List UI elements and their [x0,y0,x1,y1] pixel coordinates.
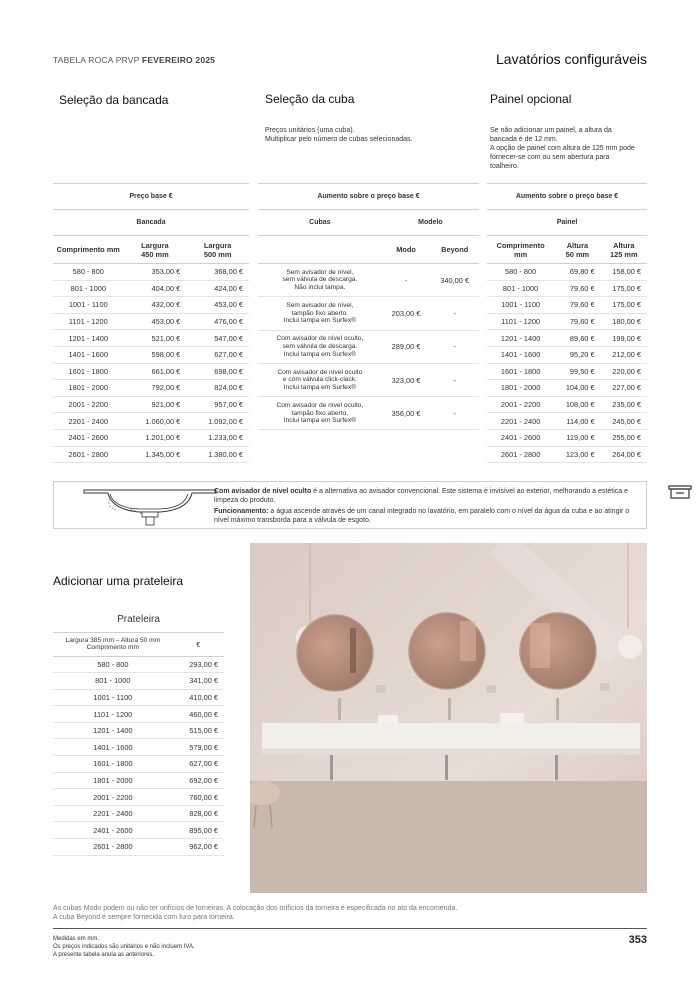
prateleira-row [53,789,224,806]
prateleira-cell-price: 293,00 € [173,656,224,673]
prateleira-title: Adicionar uma prateleira [53,574,184,588]
prateleira-cell-price: 579,00 € [173,739,224,756]
page-number: 353 [628,934,647,946]
cuba-title: Seleção da cuba [265,92,355,106]
info-line1 [214,487,644,505]
bancada-table [53,183,249,463]
painel-cell-length: 801 - 1000 [487,280,554,297]
cuba-cell-beyond: - [430,397,479,430]
painel-cell-h125: 175,00 € [601,297,647,314]
header-date: FEVEREIRO 2025 [141,55,216,65]
cuba-cell-beyond: 340,00 € [430,264,479,297]
prateleira-table [53,607,224,856]
cuba-cell-desc: Com avisador de nível oculto e com válvula click-clack. Inclui tampa em Surfex® [258,363,382,396]
bancada-cell-w500: 1.092,00 € [186,413,249,430]
prateleira-row [53,739,224,756]
cuba-cell-modo: 356,00 € [382,397,431,430]
painel-cell-length: 1101 - 1200 [487,313,554,330]
painel-cell-length: 2201 - 2400 [487,413,554,430]
cuba-col-cubas: Cubas [309,219,331,226]
painel-cell-h50: 95,20 € [554,346,600,363]
cuba-cell-desc: Sem avisador de nível, sem válvula de descarga. Não inclui tampa. [258,264,382,297]
bancada-cell-length: 580 - 800 [53,264,124,281]
bancada-cell-length: 2401 - 2600 [53,429,124,446]
painel-row [487,264,647,281]
bancada-cell-length: 2601 - 2800 [53,446,124,463]
footnote-1: As cubas Modo podem ou não ter orifícios de torneiras. A colocação dos orifícios da torneira é especificada no ato da encomenda. [53,905,458,912]
painel-row [487,363,647,380]
cuba-row [258,264,479,297]
painel-row [487,346,647,363]
bancada-cell-length: 1601 - 1800 [53,363,124,380]
painel-cell-length: 1601 - 1800 [487,363,554,380]
painel-row [487,429,647,446]
painel-row [487,396,647,413]
painel-cell-h50: 119,00 € [554,429,600,446]
bancada-cell-w450: 432,00 € [124,297,187,314]
bathroom-illustration [250,543,647,893]
footnote-2: A cuba Beyond é sempre fornecida com furo para torneira. [53,914,235,921]
painel-cell-h125: 158,00 € [601,264,647,281]
info-line1-bold: Com avisador de nível oculto [214,488,312,495]
painel-row [487,297,647,314]
painel-group-header: Aumento sobre o preço base € [515,193,619,200]
painel-col-h125: Altura 125 mm [610,240,638,259]
prateleira-row [53,805,224,822]
painel-cell-length: 580 - 800 [487,264,554,281]
cuba-cell-beyond: - [430,330,479,363]
vanity-icon [668,484,692,500]
bancada-cell-w450: 921,00 € [124,396,187,413]
painel-cell-h50: 123,00 € [554,446,600,463]
painel-cell-h125: 212,00 € [601,346,647,363]
bancada-title: Seleção da bancada [59,93,169,107]
bancada-cell-w450: 792,00 € [124,380,187,397]
painel-cell-length: 1801 - 2000 [487,380,554,397]
prateleira-cell-price: 460,00 € [173,706,224,723]
painel-cell-h50: 69,80 € [554,264,600,281]
header-edition [53,55,215,65]
painel-cell-h125: 255,00 € [601,429,647,446]
prateleira-cell-length: 1401 - 1600 [53,739,173,756]
cuba-col-modo: Modo [396,245,416,254]
bancada-row [53,429,249,446]
bancada-cell-length: 1101 - 1200 [53,313,124,330]
info-line2 [214,507,644,525]
cuba-note: Preços unitários (uma cuba). Multiplicar pelo número de cubas selecionadas. [265,127,413,143]
bancada-row [53,346,249,363]
bancada-cell-w500: 957,00 € [186,396,249,413]
bancada-sub-header: Bancada [136,219,166,226]
bancada-cell-length: 2001 - 2200 [53,396,124,413]
painel-row [487,380,647,397]
prateleira-cell-length: 1201 - 1400 [53,722,173,739]
prateleira-row [53,706,224,723]
painel-cell-h50: 79,60 € [554,313,600,330]
bancada-cell-w500: 627,00 € [186,346,249,363]
bancada-cell-length: 1001 - 1100 [53,297,124,314]
prateleira-cell-length: 2601 - 2800 [53,839,173,856]
info-line2-rest: a água ascende através de um canal integrado no lavatório, em paralelo com o nível da água da cuba e ao atingir o nível máximo transborda para a válvula de esgoto. [214,508,630,524]
bancada-cell-length: 2201 - 2400 [53,413,124,430]
bancada-row [53,396,249,413]
header-prefix: TABELA ROCA PRVP [53,55,140,65]
bancada-cell-length: 1201 - 1400 [53,330,124,347]
bancada-cell-length: 801 - 1000 [53,280,124,297]
painel-cell-h125: 220,00 € [601,363,647,380]
bancada-row [53,264,249,281]
prateleira-cell-price: 627,00 € [173,756,224,773]
prateleira-cell-length: 801 - 1000 [53,673,173,690]
prateleira-col-price: € [196,639,201,649]
cuba-cell-modo: 289,00 € [382,330,431,363]
prateleira-cell-length: 2001 - 2200 [53,789,173,806]
cuba-row [258,363,479,396]
bancada-row [53,280,249,297]
prateleira-row [53,772,224,789]
cuba-row [258,330,479,363]
info-line2-bold: Funcionamento: [214,508,269,515]
prateleira-cell-price: 341,00 € [173,673,224,690]
painel-cell-h125: 235,00 € [601,396,647,413]
prateleira-cell-length: 1601 - 1800 [53,756,173,773]
cuba-col-modelo: Modelo [418,219,443,226]
painel-cell-h50: 79,60 € [554,297,600,314]
bancada-cell-length: 1801 - 2000 [53,380,124,397]
bancada-cell-w450: 453,00 € [124,313,187,330]
cuba-cell-desc: Com avisador de nível oculto, tampão fixo aberto. Inclui tampa em Surfex® [258,397,382,430]
cuba-cell-modo: 323,00 € [382,363,431,396]
info-box [53,481,647,529]
prateleira-cell-length: 1101 - 1200 [53,706,173,723]
cuba-row [258,297,479,330]
cuba-col-beyond: Beyond [441,245,469,254]
bancada-row [53,313,249,330]
bancada-row [53,413,249,430]
prateleira-row [53,839,224,856]
painel-cell-h50: 114,00 € [554,413,600,430]
prateleira-cell-length: 2401 - 2600 [53,822,173,839]
painel-sub-header: Painel [556,219,578,226]
bancada-cell-w450: 1.201,00 € [124,429,187,446]
prateleira-cell-length: 580 - 800 [53,656,173,673]
painel-cell-h50: 79,60 € [554,280,600,297]
bancada-cell-w500: 547,00 € [186,330,249,347]
bancada-cell-w500: 424,00 € [186,280,249,297]
prateleira-header: Prateleira [117,613,160,625]
painel-cell-h50: 104,00 € [554,380,600,397]
footer-line-1: Medidas em mm. [53,936,100,942]
cuba-cell-beyond: - [430,297,479,330]
bancada-row [53,363,249,380]
bancada-group-header: Preço base € [129,193,173,200]
bancada-cell-w450: 1.345,00 € [124,446,187,463]
bathroom-photo [250,543,647,893]
painel-cell-length: 2601 - 2800 [487,446,554,463]
cuba-cell-beyond: - [430,363,479,396]
bancada-col-length: Comprimento mm [56,245,120,254]
painel-cell-length: 2401 - 2600 [487,429,554,446]
painel-cell-h50: 99,50 € [554,363,600,380]
cuba-cell-desc: Sem avisador de nível, tampão fixo aberto. Inclui tampa em Surfex® [258,297,382,330]
painel-cell-length: 1201 - 1400 [487,330,554,347]
painel-row [487,330,647,347]
bancada-cell-w500: 698,00 € [186,363,249,380]
bancada-cell-length: 1401 - 1600 [53,346,124,363]
footer-line-3: A presente tabela anula as anteriores. [53,952,155,958]
painel-row [487,313,647,330]
bancada-row [53,446,249,463]
footer-notes [53,935,195,959]
cuba-table [258,183,479,430]
prateleira-cell-length: 2201 - 2400 [53,805,173,822]
painel-cell-length: 1401 - 1600 [487,346,554,363]
bancada-cell-w450: 521,00 € [124,330,187,347]
bancada-cell-w450: 353,00 € [124,264,187,281]
prateleira-row [53,689,224,706]
painel-cell-h125: 180,00 € [601,313,647,330]
painel-cell-length: 2001 - 2200 [487,396,554,413]
prateleira-cell-price: 692,00 € [173,772,224,789]
prateleira-row [53,822,224,839]
prateleira-row [53,722,224,739]
prateleira-cell-price: 410,00 € [173,689,224,706]
bancada-cell-w500: 1.233,00 € [186,429,249,446]
bancada-cell-w450: 598,00 € [124,346,187,363]
painel-row [487,413,647,430]
prateleira-col-desc: Largura 385 mm – Altura 50 mm Comprimento mm [65,637,161,651]
prateleira-cell-price: 515,00 € [173,722,224,739]
bancada-row [53,297,249,314]
bancada-col-w450: Largura 450 mm [141,240,169,259]
bancada-row [53,380,249,397]
prateleira-cell-price: 895,00 € [173,822,224,839]
prateleira-cell-price: 828,00 € [173,805,224,822]
bancada-cell-w500: 453,00 € [186,297,249,314]
prateleira-cell-price: 962,00 € [173,839,224,856]
basin-diagram [80,484,220,526]
painel-cell-h125: 264,00 € [601,446,647,463]
painel-cell-h125: 227,00 € [601,380,647,397]
cuba-cell-modo: 203,00 € [382,297,431,330]
cuba-group-header: Aumento sobre o preço base € [317,193,420,200]
cuba-row [258,397,479,430]
page-title: Lavatórios configuráveis [496,51,647,67]
painel-note: Se não adicionar um painel, a altura da bancada é de 12 mm. A opção de painel com altura de 125 mm pode fornecer-se com ou sem abertura para toalheiro. [490,127,635,170]
cuba-cell-modo: - [382,264,431,297]
painel-cell-h125: 199,00 € [601,330,647,347]
bancada-cell-w450: 661,00 € [124,363,187,380]
painel-title: Painel opcional [490,92,572,106]
painel-table [487,183,647,463]
painel-cell-length: 1001 - 1100 [487,297,554,314]
painel-cell-h50: 89,60 € [554,330,600,347]
prateleira-row [53,756,224,773]
info-line1-rest: é a alternativa ao avisador convencional. Este sistema é invisível ao exterior, melhorando a estética e limpeza do produto. [214,488,628,504]
bancada-cell-w450: 1.060,00 € [124,413,187,430]
prateleira-cell-length: 1001 - 1100 [53,689,173,706]
painel-row [487,446,647,463]
footnotes [53,904,473,922]
painel-row [487,280,647,297]
painel-cell-h50: 108,00 € [554,396,600,413]
bancada-cell-w500: 1.380,00 € [186,446,249,463]
prateleira-cell-length: 1801 - 2000 [53,772,173,789]
footer-rule [53,928,647,929]
painel-cell-h125: 245,00 € [601,413,647,430]
painel-col-h50: Altura 50 mm [565,240,590,259]
bancada-col-w500: Largura 500 mm [203,240,232,259]
bancada-row [53,330,249,347]
prateleira-row [53,656,224,673]
bancada-cell-w450: 404,00 € [124,280,187,297]
cuba-cell-desc: Com avisador de nível oculto, sem válvula de descarga. Inclui tampa em Surfex® [258,330,382,363]
prateleira-cell-price: 760,00 € [173,789,224,806]
painel-cell-h125: 175,00 € [601,280,647,297]
footer-line-2: Os preços indicados são unitários e não incluem IVA. [53,944,195,950]
painel-col-length: Comprimento mm [496,240,545,259]
bancada-cell-w500: 824,00 € [186,380,249,397]
bancada-cell-w500: 476,00 € [186,313,249,330]
bancada-cell-w500: 368,00 € [186,264,249,281]
prateleira-row [53,673,224,690]
